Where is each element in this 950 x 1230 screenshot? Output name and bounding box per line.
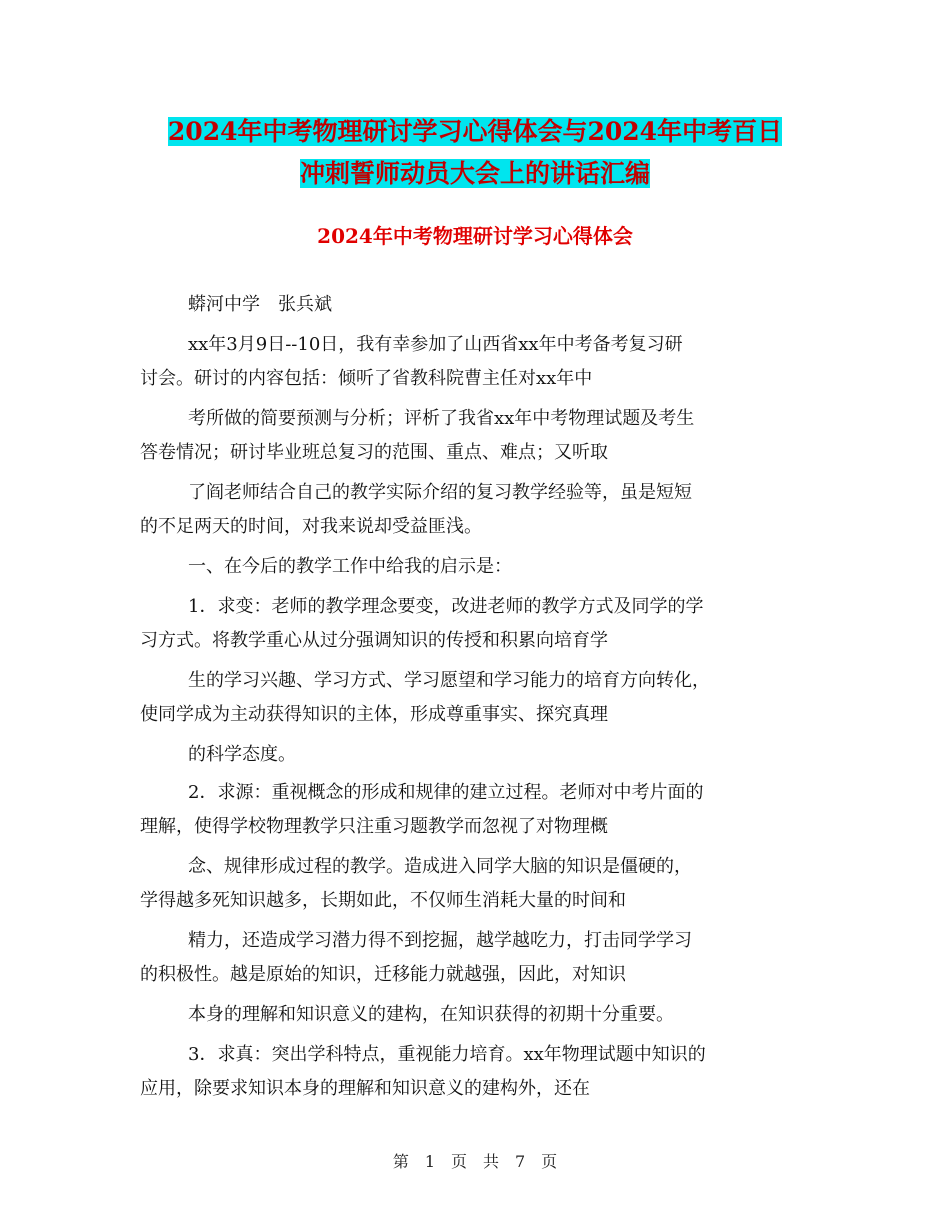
body-line: 了阎老师结合自己的教学实际介绍的复习教学经验等，虽是短短 — [188, 482, 692, 503]
body-line: 本身的理解和知识意义的建构，在知识获得的初期十分重要。 — [188, 1004, 674, 1025]
body-line: 考所做的简要预测与分析；评析了我省xx年中考物理试题及考生 — [188, 408, 695, 429]
section-heading: 一、在今后的教学工作中给我的启示是： — [188, 556, 512, 577]
body-line: 习方式。将教学重心从过分强调知识的传授和积累向培育学 — [140, 630, 608, 651]
body-line: 学得越多死知识越多，长期如此，不仅师生消耗大量的时间和 — [140, 890, 626, 911]
body-line: 的积极性。越是原始的知识，迁移能力就越强，因此，对知识 — [140, 964, 626, 985]
title-highlight-1: 2024年中考物理研讨学习心得体会与2024年中考百日 — [167, 117, 783, 146]
body-line: 生的学习兴趣、学习方式、学习愿望和学习能力的培育方向转化， — [188, 670, 710, 691]
body-line: 讨会。研讨的内容包括：倾听了省教科院曹主任对xx年中 — [140, 368, 593, 389]
body-line: 念、规律形成过程的教学。造成进入同学大脑的知识是僵硬的， — [188, 856, 692, 877]
body-line: 的科学态度。 — [188, 744, 296, 765]
body-line: 1．求变：老师的教学理念要变，改进老师的教学方式及同学的学 — [188, 596, 704, 617]
title-highlight-2: 冲刺誓师动员大会上的讲话汇编 — [299, 159, 650, 188]
author-line: 蟒河中学 张兵斌 — [188, 294, 332, 315]
body-line: xx年3月9日--10日，我有幸参加了山西省xx年中考备考复习研 — [188, 334, 683, 355]
body-line: 2．求源：重视概念的形成和规律的建立过程。老师对中考片面的 — [188, 782, 704, 803]
document-title-line-1 — [140, 110, 810, 154]
body-line: 精力，还造成学习潜力得不到挖掘，越学越吃力，打击同学学习 — [188, 930, 692, 951]
body-line: 答卷情况；研讨毕业班总复习的范围、重点、难点；又听取 — [140, 442, 608, 463]
body-line: 理解，使得学校物理教学只注重习题教学而忽视了对物理概 — [140, 816, 608, 837]
body-line: 应用，除要求知识本身的理解和知识意义的建构外，还在 — [140, 1078, 590, 1099]
body-line: 的不足两天的时间，对我来说却受益匪浅。 — [140, 516, 482, 537]
document-title-line-2 — [140, 152, 810, 196]
body-line: 3．求真：突出学科特点，重视能力培育。xx年物理试题中知识的 — [188, 1044, 706, 1065]
section-title: 2024年中考物理研讨学习心得体会 — [317, 224, 633, 248]
page-footer: 第 1 页 共 7 页 — [392, 1152, 558, 1171]
body-line: 使同学成为主动获得知识的主体，形成尊重事实、探究真理 — [140, 704, 608, 725]
